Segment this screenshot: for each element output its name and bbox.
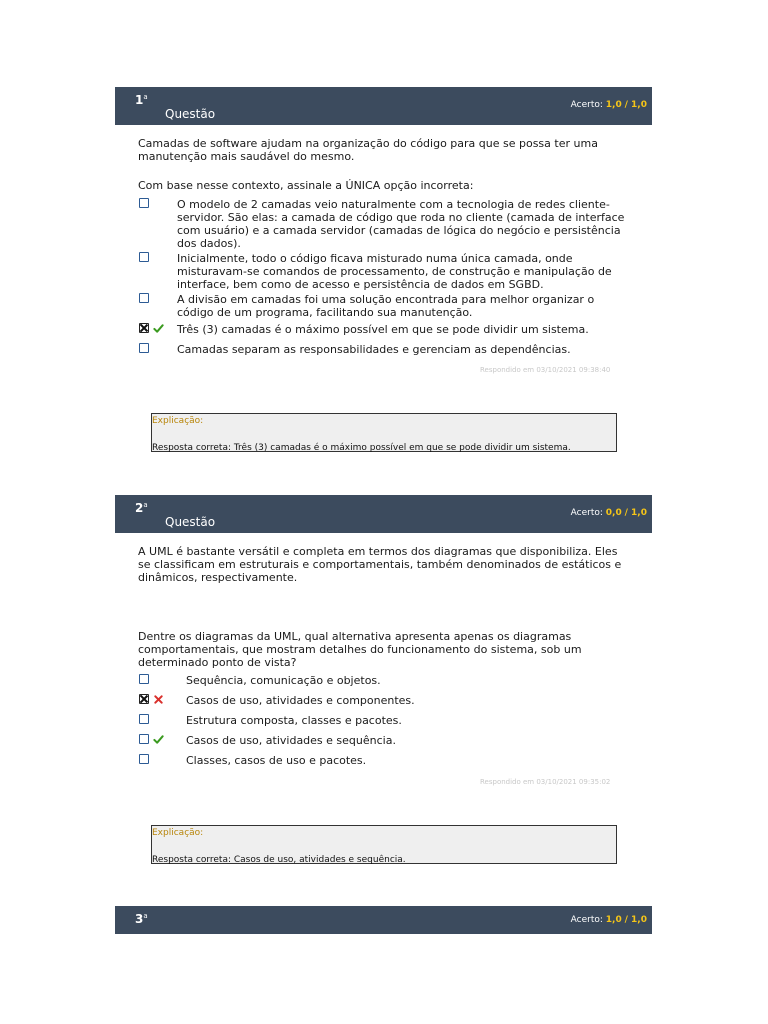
question-3-header [115, 906, 652, 934]
option-checkbox-selected[interactable] [139, 323, 149, 333]
answered-timestamp: Respondido em 03/10/2021 09:38:40 [480, 366, 611, 374]
option-text: Casos de uso, atividades e sequência. [186, 734, 396, 747]
option-text: A divisão em camadas foi uma solução encontrada para melhor organizar o código de um programa, facilitando sua manutenção. [177, 293, 595, 319]
correct-check-icon [153, 323, 164, 334]
explanation-text: Resposta correta: Casos de uso, atividades e sequência. [152, 855, 406, 865]
question-2-prompt: A UML é bastante versátil e completa em termos dos diagramas que disponibiliza. Eles se classificam em estruturais e comportamentais, também denominados de estáticos e dinâmicos, respectivamente. [138, 545, 622, 584]
score: Acerto: 0,0 / 1,0 [570, 508, 647, 518]
option-checkbox[interactable] [139, 674, 149, 684]
explanation-title: Explicação: [152, 416, 204, 426]
option-checkbox-selected[interactable] [139, 694, 149, 704]
explanation-box [151, 413, 617, 452]
option-text: Inicialmente, todo o código ficava misturado numa única camada, onde misturavam-se comandos de processamento, de construção e manipulação de interface, bem como de acesso e persistência de dados em SGBD. [177, 252, 612, 291]
question-label: Questão [165, 107, 216, 121]
option-checkbox[interactable] [139, 198, 149, 208]
option-text: Sequência, comunicação e objetos. [186, 674, 381, 687]
question-number: 3$^a$ [135, 912, 148, 926]
question-1-instruction: Com base nesse contexto, assinale a ÚNICA opção incorreta: [138, 179, 474, 192]
question-label: Questão [165, 515, 216, 529]
option-text: Camadas separam as responsabilidades e gerenciam as dependências. [177, 343, 571, 356]
correct-check-icon [153, 734, 164, 745]
question-number: 2$^a$ [135, 501, 148, 515]
question-1-header [115, 87, 652, 125]
score: Acerto: 1,0 / 1,0 [570, 915, 647, 925]
answered-timestamp: Respondido em 03/10/2021 09:35:02 [480, 778, 611, 786]
wrong-x-icon [153, 694, 164, 705]
option-checkbox[interactable] [139, 343, 149, 353]
question-2-header [115, 495, 652, 533]
option-checkbox[interactable] [139, 714, 149, 724]
question-1-prompt: Camadas de software ajudam na organização do código para que se possa ter uma manutenção mais saudável do mesmo. [138, 137, 598, 163]
option-text: Estrutura composta, classes e pacotes. [186, 714, 402, 727]
option-text: Casos de uso, atividades e componentes. [186, 694, 415, 707]
question-2-instruction: Dentre os diagramas da UML, qual alternativa apresenta apenas os diagramas comportamentais, que mostram detalhes do funcionamento do sistema, sob um determinado ponto de vista? [138, 630, 582, 669]
score: Acerto: 1,0 / 1,0 [570, 100, 647, 110]
option-text: Três (3) camadas é o máximo possível em que se pode dividir um sistema. [177, 323, 589, 336]
option-checkbox[interactable] [139, 252, 149, 262]
option-checkbox[interactable] [139, 754, 149, 764]
option-text: O modelo de 2 camadas veio naturalmente com a tecnologia de redes cliente-servidor. São elas: a camada de código que roda no cliente (camada de interface com usuário) e a camada servidor (camadas de lógica do negócio e persistência dos dados). [177, 198, 625, 250]
option-checkbox[interactable] [139, 293, 149, 303]
explanation-box [151, 825, 617, 864]
explanation-title: Explicação: [152, 828, 204, 838]
question-number: 1$^a$ [135, 93, 148, 107]
option-checkbox[interactable] [139, 734, 149, 744]
option-text: Classes, casos de uso e pacotes. [186, 754, 367, 767]
explanation-text: Resposta correta: Três (3) camadas é o máximo possível em que se pode dividir um sistema. [152, 443, 571, 453]
